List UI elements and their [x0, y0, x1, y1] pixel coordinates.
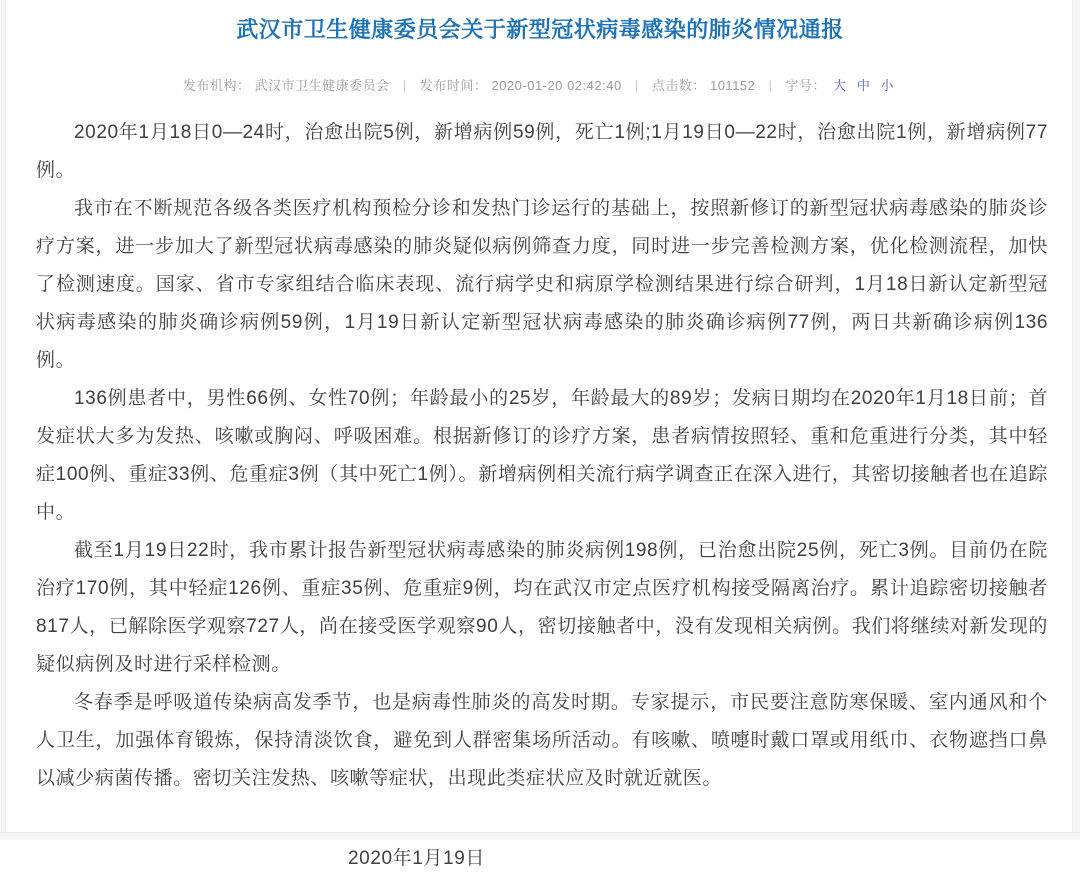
notice-date: 2020年1月19日: [348, 848, 485, 869]
publisher-value: 武汉市卫生健康委员会: [254, 78, 390, 93]
notice-header: [0, 0, 1080, 94]
body-paragraph-4: 截至1月19日22时，我市累计报告新型冠状病毒感染的肺炎病例198例，已治愈出院25例，死亡3例。目前仍在院治疗170例，其中轻症126例、重症35例、危重症9例，均在武汉市定点医疗机构接受隔离治疗。累计追踪密切接触者817人，已解除医学观察727人，尚在接受医学观察90人，密切接触者中，没有发现相关病例。我们将继续对新发现的疑似病例及时进行采样检测。: [36, 540, 1048, 675]
publisher-label: 发布机构：: [183, 78, 251, 93]
page-edge-left: [0, 0, 6, 840]
font-size-medium-button[interactable]: 中: [856, 78, 871, 93]
font-size-large-button[interactable]: 大: [833, 78, 847, 93]
page-edge-right: [1072, 0, 1080, 840]
body-paragraph-1: 2020年1月18日0—24时，治愈出院5例，新增病例59例，死亡1例;1月19日0—22时，治愈出院1例，新增病例77例。: [36, 122, 1048, 181]
font-size-small-button[interactable]: 小: [880, 78, 894, 93]
meta-separator: |: [768, 78, 773, 93]
body-paragraph-3: 136例患者中，男性66例、女性70例；年龄最小的25岁，年龄最大的89岁；发病日期均在2020年1月18日前；首发症状大多为发热、咳嗽或胸闷、呼吸困难。根据新修订的诊疗方案，患者病情按照轻、重和危重进行分类，其中轻症100例、重症33例、危重症3例（其中死亡1例）。新增病例相关流行病学调查正在深入进行，其密切接触者也在追踪中。: [36, 388, 1048, 523]
font-size-switcher: [786, 78, 897, 93]
hits-value: 101152: [709, 78, 756, 93]
notice-body: [36, 114, 1048, 878]
body-paragraph-2: 我市在不断规范各级各类医疗机构预检分诊和发热门诊运行的基础上，按照新修订的新型冠状病毒感染的肺炎诊疗方案，进一步加大了新型冠状病毒感染的肺炎疑似病例筛查力度，同时进一步完善检测方案，优化检测流程，加快了检测速度。国家、省市专家组结合临床表现、流行病学史和病原学检测结果进行综合研判，1月18日新认定新型冠状病毒感染的肺炎确诊病例59例，1月19日新认定新型冠状病毒感染的肺炎确诊病例77例，两日共新确诊病例136例。: [36, 198, 1048, 371]
hits-item: [652, 78, 760, 93]
meta-line: [0, 75, 1080, 94]
publisher-item: [183, 78, 394, 93]
hits-label: 点击数：: [651, 78, 706, 93]
meta-separator: |: [402, 78, 407, 93]
publish-time-value: 2020-01-20 02:42:40: [491, 78, 622, 93]
body-paragraph-5: 冬春季是呼吸道传染病高发季节，也是病毒性肺炎的高发时期。专家提示，市民要注意防寒保暖、室内通风和个人卫生，加强体育锻炼，保持清淡饮食，避免到人群密集场所活动。有咳嗽、喷嚏时戴口罩或用纸巾、衣物遮挡口鼻以减少病菌传播。密切关注发热、咳嗽等症状，出现此类症状应及时就近就医。: [36, 692, 1048, 789]
font-size-label: 字号：: [785, 78, 827, 93]
page-title: 武汉市卫生健康委员会关于新型冠状病毒感染的肺炎情况通报: [236, 17, 844, 42]
publish-time-label: 发布时间：: [419, 78, 488, 93]
meta-separator: |: [634, 78, 639, 93]
page-edge-bottom: [0, 832, 1080, 840]
publish-time-item: [420, 78, 626, 93]
